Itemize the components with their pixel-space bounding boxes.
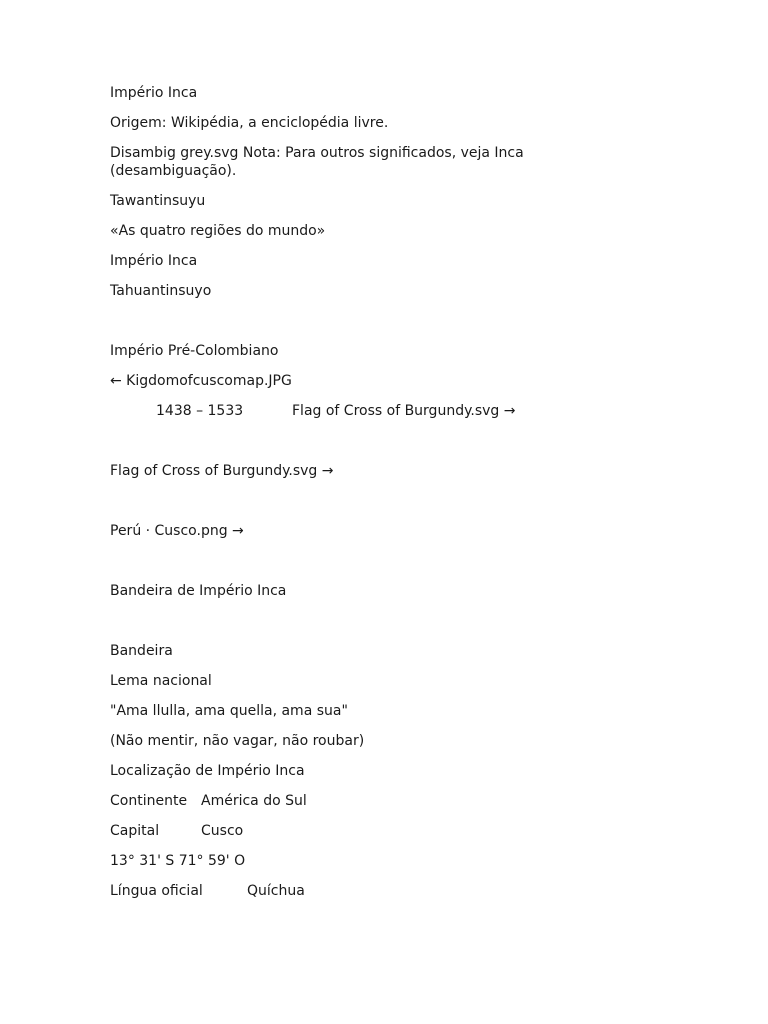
disambiguation-note: Disambig grey.svg Nota: Para outros significados, veja Inca (desambiguação). bbox=[110, 145, 524, 179]
continent-value: América do Sul bbox=[201, 793, 307, 809]
motto-label: Lema nacional bbox=[110, 673, 212, 689]
location-label: Localização de Império Inca bbox=[110, 763, 305, 779]
motto-text: "Ama llulla, ama quella, ama sua" bbox=[110, 703, 348, 719]
flag-label: Bandeira bbox=[110, 643, 173, 659]
native-name-meaning: «As quatro regiões do mundo» bbox=[110, 223, 326, 239]
coordinates: 13° 31' S 71° 59' O bbox=[110, 853, 246, 869]
language-label: Língua oficial bbox=[110, 883, 203, 899]
alternate-name: Tahuantinsuyo bbox=[110, 283, 212, 299]
language-value: Quíchua bbox=[247, 883, 305, 899]
origin-text: Origem: Wikipédia, a enciclopédia livre. bbox=[110, 115, 389, 131]
successor-link-3: Perú · Cusco.png → bbox=[110, 523, 244, 539]
continent-label: Continente bbox=[110, 793, 188, 809]
successor-link-2: Flag of Cross of Burgundy.svg → bbox=[110, 463, 334, 479]
native-name: Tawantinsuyu bbox=[110, 193, 206, 209]
empire-name: Império Inca bbox=[110, 253, 198, 269]
successor-link-1: Flag of Cross of Burgundy.svg → bbox=[292, 403, 516, 419]
capital-value: Cusco bbox=[201, 823, 244, 839]
empire-type: Império Pré-Colombiano bbox=[110, 343, 279, 359]
article-title: Império Inca bbox=[110, 85, 198, 101]
flag-caption: Bandeira de Império Inca bbox=[110, 583, 287, 599]
motto-translation: (Não mentir, não vagar, não roubar) bbox=[110, 733, 365, 749]
predecessor-link: ← Kigdomofcuscomap.JPG bbox=[110, 373, 292, 389]
capital-label: Capital bbox=[110, 823, 160, 839]
period-dates: 1438 – 1533 bbox=[156, 403, 244, 419]
